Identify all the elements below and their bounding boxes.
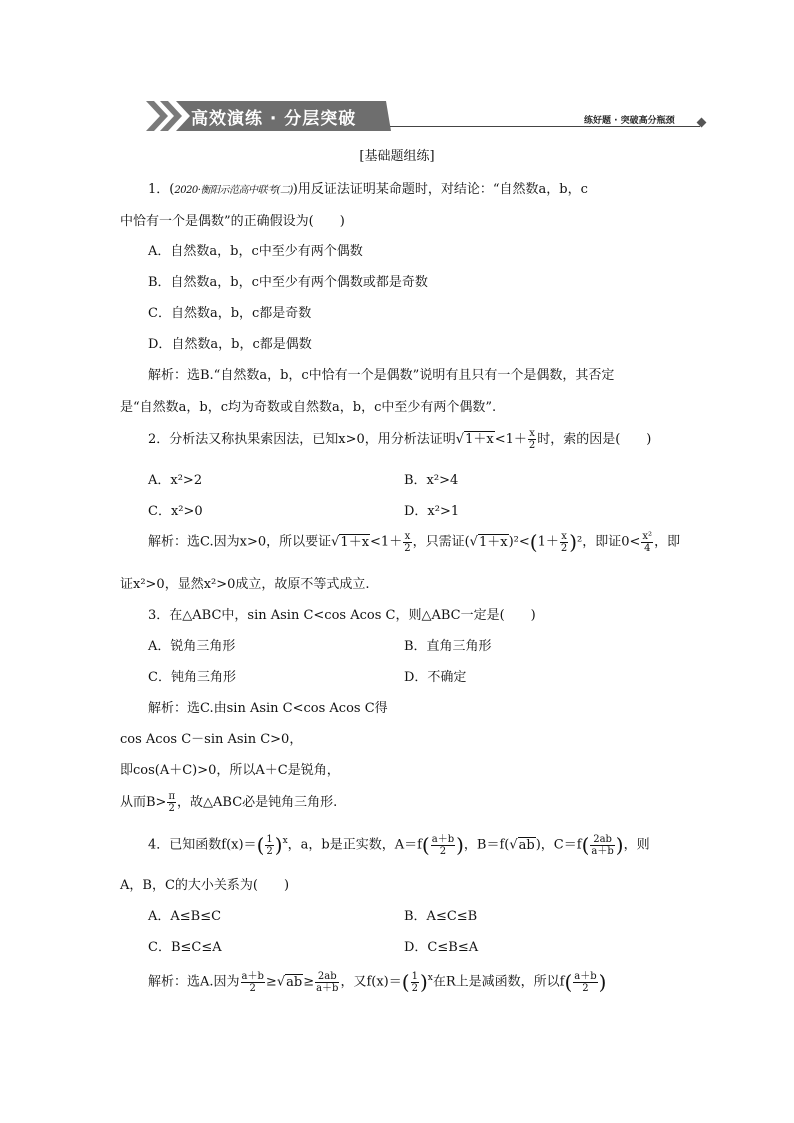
- section-title: [基础题组练]: [359, 149, 435, 164]
- q2-stem: 2．分析法又称执果索因法，已知x>0，用分析法证明√1＋x<1＋ $\frac{x}{2}$ 时，索的因是( ): [148, 428, 652, 451]
- q4-option-c: C．B≤C≤A: [148, 940, 222, 955]
- q2-option-c: C．x²>0: [148, 504, 203, 519]
- q2-option-b: B．x²>4: [404, 473, 459, 488]
- q1-answer-line1: 解析：选B.“自然数a，b，c中恰有一个是偶数”说明有且只有一个是偶数，其否定: [148, 368, 615, 383]
- q3-option-c: C．钝角三角形: [148, 670, 236, 685]
- q1-option-b: B．自然数a，b，c中至少有两个偶数或都是奇数: [148, 275, 428, 290]
- q3-answer-line4: 从而B> $\frac{\pi}{2}$ ，故△ABC必是钝角三角形.: [120, 791, 338, 814]
- q1-answer-line2: 是“自然数a，b，c均为奇数或自然数a，b，c中至少有两个偶数”.: [120, 400, 497, 415]
- q3-answer-line2: cos Acos C－sin Asin C>0，: [120, 732, 303, 747]
- header-rule: [390, 126, 700, 127]
- q1-option-d: D．自然数a，b，c都是偶数: [148, 337, 312, 352]
- q3-option-a: A．锐角三角形: [148, 639, 236, 654]
- q4-answer-line1: 解析：选A.因为 $\frac{a+b}{2}$ ≥√ab≥ $\frac{2ab}{a+b}$ ，又f(x)＝( $\frac{1}{2}$ )$^x$在R上是减函数，所以f( $\frac{a+b}{2}$ ): [148, 970, 607, 994]
- q1-option-c: C．自然数a，b，c都是奇数: [148, 306, 312, 321]
- q4-option-b: B．A≤C≤B: [404, 909, 478, 924]
- q4-stem: 4．已知函数f(x)＝( $\frac{1}{2}$ )$^x$，a，b是正实数，A＝f( $\frac{a+b}{2}$ )，B＝f(√ab)，C＝f( $\frac{2ab}{a+b}$ )，则: [148, 833, 650, 857]
- q2-answer-line2: 证x²>0，显然x²>0成立，故原不等式成立.: [120, 577, 370, 592]
- q3-stem: 3．在△ABC中，sin Asin C<cos Acos C，则△ABC一定是( ): [148, 608, 536, 623]
- q2-option-d: D．x²>1: [404, 504, 460, 519]
- header-slogan: 练好题 · 突破高分瓶颈: [584, 116, 675, 126]
- banner-title: 高效演练 · 分层突破: [191, 109, 357, 129]
- q4-option-d: D．C≤B≤A: [404, 940, 479, 955]
- q4-line2: A，B，C的大小关系为( ): [120, 878, 290, 893]
- q1-source: 2020·衡阳示范高中联考(二): [174, 185, 293, 196]
- q4-option-a: A．A≤B≤C: [148, 909, 222, 924]
- q3-answer-line1: 解析：选C.由sin Asin C<cos Acos C得: [148, 701, 388, 716]
- q3-option-d: D．不确定: [404, 670, 467, 685]
- q1-line1: 1．(2020·衡阳示范高中联考(二))用反证法证明某命题时，对结论：“自然数a，b，c: [148, 182, 588, 197]
- q2-answer-line1: 解析：选C.因为x>0，所以要证√1＋x<1＋ $\frac{x}{2}$ ，只需证(√1＋x)²<(1＋ $\frac{x}{2}$ )²，即证0< $\frac{\text{x²}}{4}$ ，即: [148, 530, 681, 554]
- q3-answer-line3: 即cos(A＋C)>0，所以A＋C是锐角，: [120, 763, 340, 778]
- q2-option-a: A．x²>2: [148, 473, 203, 488]
- q1-option-a: A．自然数a，b，c中至少有两个偶数: [148, 244, 363, 259]
- q3-option-b: B．直角三角形: [404, 639, 492, 654]
- q1-line2: 中恰有一个是偶数”的正确假设为( ): [120, 214, 345, 229]
